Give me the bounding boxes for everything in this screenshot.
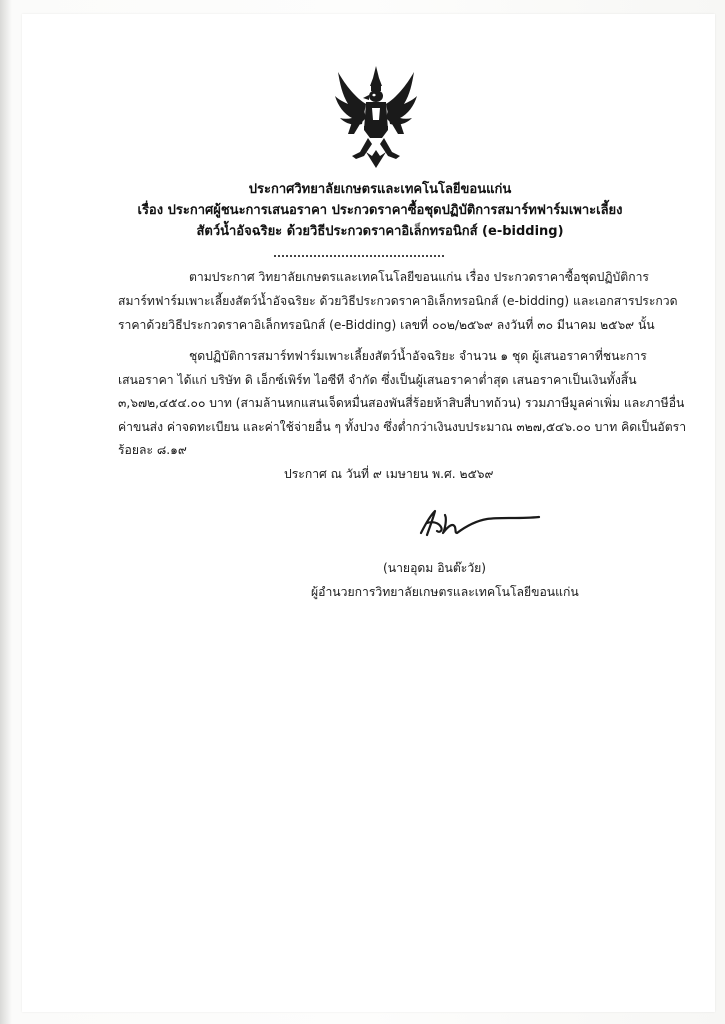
signatory-name: (นายอุดม อินต๊ะวัย) (383, 561, 487, 575)
paragraph2-line3: ๓,๖๗๒,๔๕๔.๐๐ บาท (สามล้านหกแสนเจ็ดหมื่นสองพันสี่ร้อยห้าสิบสี่บาทถ้วน) รวมภาษีมูลค่าเพิ่ม และภาษีอื่น (118, 396, 685, 410)
announcement-date: ประกาศ ณ วันที่ ๙ เมษายน พ.ศ. ๒๕๖๙ (284, 467, 494, 481)
announcement-title: ประกาศวิทยาลัยเกษตรและเทคโนโลยีขอนแก่น (248, 182, 512, 197)
paragraph1-line1: ตามประกาศ วิทยาลัยเกษตรและเทคโนโลยีขอนแก่น เรื่อง ประกวดราคาซื้อชุดปฏิบัติการ (189, 270, 649, 284)
paragraph2-line4: ค่าขนส่ง ค่าจดทะเบียน และค่าใช้จ่ายอื่น ๆ ทั้งปวง ซึ่งต่ำกว่าเงินงบประมาณ ๓๒๗,๕๔๖.๐๐ บาท คิดเป็นอัตรา (118, 420, 687, 434)
garuda-emblem-icon (330, 64, 422, 172)
paragraph2-line5: ร้อยละ ๘.๑๙ (118, 443, 187, 457)
paragraph2-line1: ชุดปฏิบัติการสมาร์ทฟาร์มเพาะเลี้ยงสัตว์น้ำอัจฉริยะ จำนวน ๑ ชุด ผู้เสนอราคาที่ชนะการ (189, 349, 647, 363)
announcement-subject-line2: สัตว์น้ำอัจฉริยะ ด้วยวิธีประกวดราคาอิเล็กทรอนิกส์ (e-bidding) (196, 224, 564, 239)
paragraph1-line3: ราคาด้วยวิธีประกวดราคาอิเล็กทรอนิกส์ (e-Bidding) เลขที่ ๐๐๒/๒๕๖๙ ลงวันที่ ๓๐ มีนาคม ๒๕๖๙ นั้น (118, 318, 655, 332)
signature-image (415, 505, 545, 539)
signatory-position: ผู้อำนวยการวิทยาลัยเกษตรและเทคโนโลยีขอนแก่น (311, 585, 579, 599)
paragraph1-line2: สมาร์ทฟาร์มเพาะเลี้ยงสัตว์น้ำอัจฉริยะ ด้วยวิธีประกวดราคาอิเล็กทรอนิกส์ (e-bidding) และเอกสารประกวด (118, 294, 678, 308)
dotted-divider (274, 255, 444, 257)
paragraph2-line2: เสนอราคา ได้แก่ บริษัท ดิ เอ็กซ์เพิร์ท ไอซีที จำกัด ซึ่งเป็นผู้เสนอราคาต่ำสุด เสนอราคาเป็นเงินทั้งสิ้น (118, 373, 637, 387)
announcement-subject-line1: เรื่อง ประกาศผู้ชนะการเสนอราคา ประกวดราคาซื้อชุดปฏิบัติการสมาร์ทฟาร์มเพาะเลี้ยง (137, 203, 623, 218)
